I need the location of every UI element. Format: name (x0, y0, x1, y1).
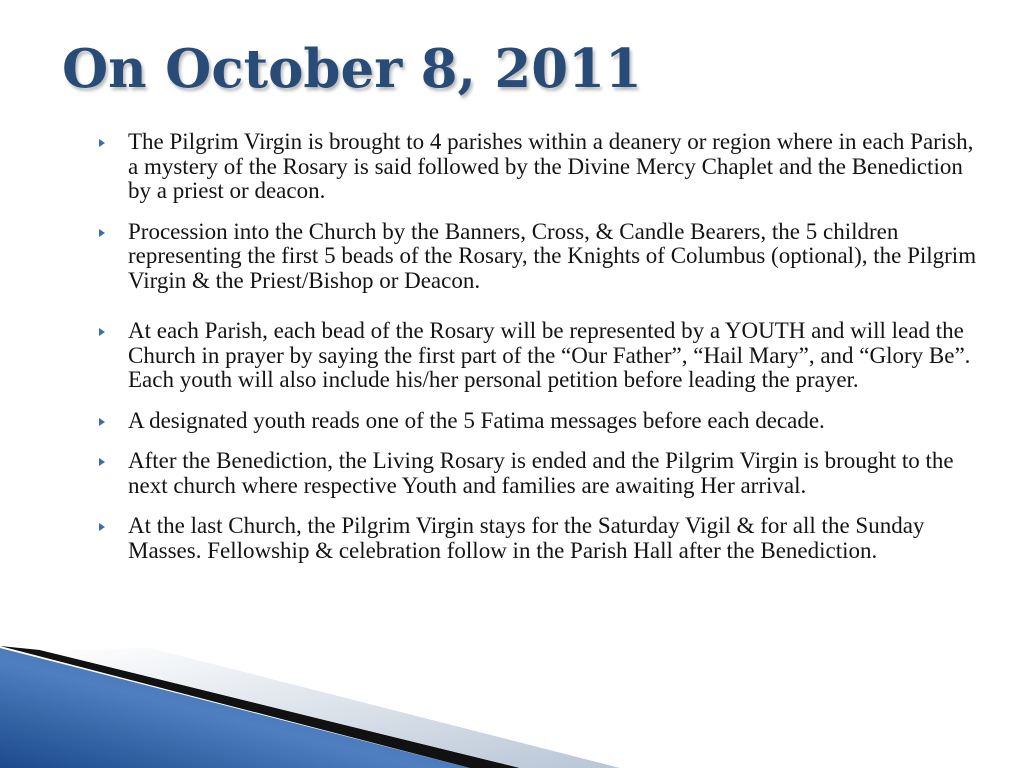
bullet-list (98, 130, 978, 579)
bullet-item (98, 319, 978, 393)
bullet-text: A designated youth reads one of the 5 Fatima messages before each decade. (128, 407, 825, 433)
bullet-item (98, 514, 978, 563)
bullet-item (98, 409, 978, 434)
bullet-text: At each Parish, each bead of the Rosary will be represented by a YOUTH and will lead the Church in prayer by saying the first part of the “Our Father”, “Hail Mary”, and “Glory Be”. Each youth will also include his/her personal petition before leading the prayer. (128, 318, 971, 392)
bullet-item (98, 449, 978, 498)
triangle-bullet-icon (99, 523, 105, 531)
triangle-bullet-icon (99, 418, 105, 426)
triangle-bullet-icon (99, 139, 105, 147)
triangle-bullet-icon (99, 328, 105, 336)
bullet-item (98, 220, 978, 294)
bullet-text: After the Benediction, the Living Rosary is ended and the Pilgrim Virgin is brought to the next church where respective Youth and families are awaiting Her arrival. (128, 448, 954, 498)
corner-black-band (0, 646, 520, 768)
triangle-bullet-icon (99, 458, 105, 466)
slide-title: On October 8, 2011 (62, 38, 642, 100)
bullet-text: Procession into the Church by the Banners, Cross, & Candle Bearers, the 5 children representing the first 5 beads of the Rosary, the Knights of Columbus (optional), the Pilgrim Virgin & the Priest/Bishop or Deacon. (128, 218, 977, 293)
corner-blue-band (0, 648, 470, 768)
corner-silver-band (40, 648, 620, 768)
triangle-bullet-icon (99, 229, 105, 237)
bullet-text: The Pilgrim Virgin is brought to 4 parishes within a deanery or region where in each Parish, a mystery of the Rosary is said followed by the Divine Mercy Chaplet and the Benediction by a priest or deacon. (128, 129, 974, 203)
bullet-item (98, 130, 978, 204)
bullet-text: At the last Church, the Pilgrim Virgin stays for the Saturday Vigil & for all the Sunday Masses. Fellowship & celebration follow in the Parish Hall after the Benediction. (128, 513, 925, 563)
